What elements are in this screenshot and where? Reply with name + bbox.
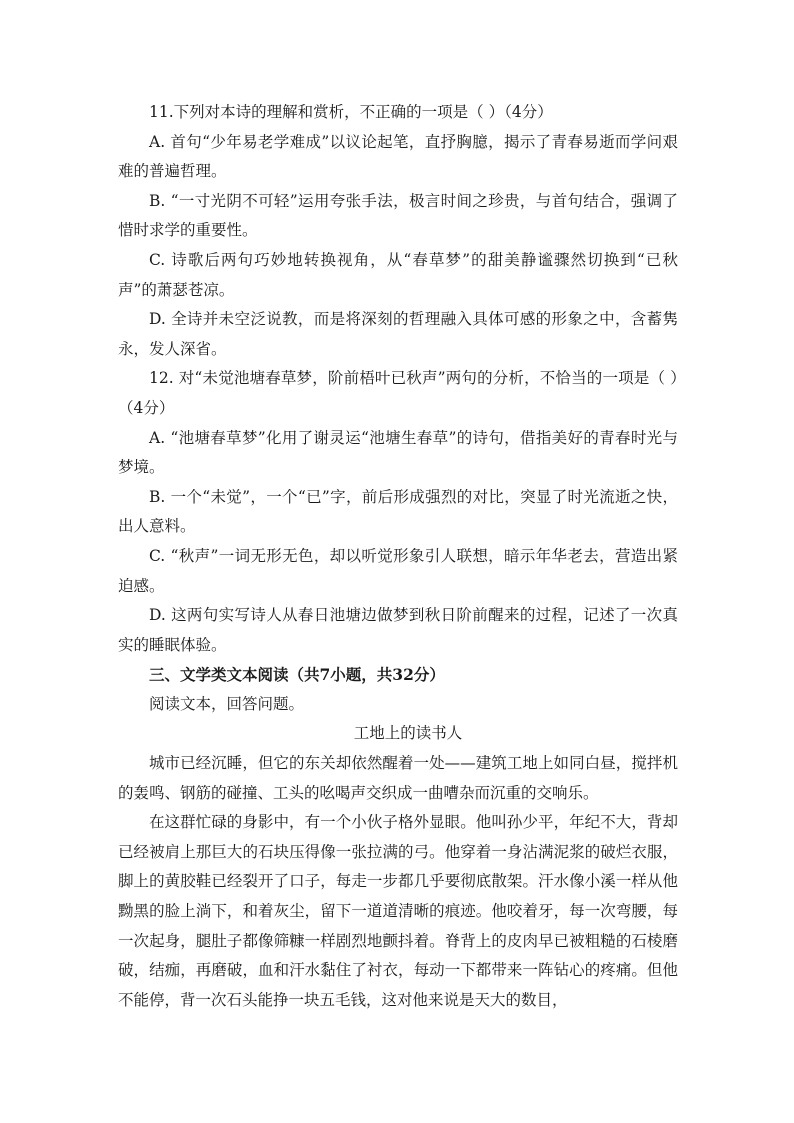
- question-12-option-d: D. 这两句实写诗人从春日池塘边做梦到秋日阶前醒来的过程，记述了一次真实的睡眠体验。: [118, 606, 678, 654]
- section-heading: 三、文学类文本阅读（共7小题，共32分）: [149, 665, 445, 685]
- story-title: 工地上的读书人: [353, 724, 463, 743]
- story-paragraph: 在这群忙碌的身影中，有一个小伙子格外显眼。他叫孙少平，年纪不大，背却已经被肩上那巨大的石块压得像一张拉满的弓。他穿着一身沾满泥浆的破烂衣服，脚上的黄胶鞋已经裂开了口子，每走一步都几乎要彻底散架。汗水像小溪一样从他黝黑的脸上淌下，和着灰尘，留下一道道清晰的痕迹。他咬着牙，每一次弯腰，每一次起身，腿肚子都像筛糠一样剧烈地颤抖着。脊背上的皮肉早已被粗糙的石棱磨破，结痂，再磨破，血和汗水黏住了衬衣，每动一下都带来一阵钻心的疼痛。但他不能停，背一次石头能挣一块五毛钱，这对他来说是天大的数目，: [118, 813, 678, 1009]
- story-paragraph: 城市已经沉睡，但它的东关却依然醒着一处——建筑工地上如同白昼，搅拌机的轰鸣、钢筋的碰撞、工头的吆喝声交织成一曲嘈杂而沉重的交响乐。: [118, 754, 678, 802]
- question-12-option-b: B. 一个“未觉”，一个“已”字，前后形成强烈的对比，突显了时光流逝之快，出人意料。: [118, 487, 678, 536]
- question-11-stem: 11.下列对本诗的理解和赏析，不正确的一项是（ ）（4分）: [149, 103, 553, 121]
- question-11-option-a: A. 首句“少年易老学难成”以议论起笔，直抒胸臆，揭示了青春易逝而学问艰难的普遍哲理。: [118, 132, 678, 181]
- question-12-option-c: C. “秋声”一词无形无色，却以听觉形象引人联想，暗示年华老去，营造出紧迫感。: [118, 546, 678, 595]
- question-12-option-a: A. “池塘春草梦”化用了谢灵运“池塘生春草”的诗句，借指美好的青春时光与梦境。: [118, 428, 678, 477]
- question-11-option-c: C. 诗歌后两句巧妙地转换视角，从“春草梦”的甜美静谧骤然切换到“已秋声”的萧瑟苍凉。: [118, 250, 678, 299]
- question-12-stem: 12. 对“未觉池塘春草梦，阶前梧叶已秋声”两句的分析，不恰当的一项是（ ）（4分）: [118, 369, 678, 417]
- reading-instruction: 阅读文本，回答问题。: [149, 694, 305, 713]
- question-11-option-b: B. “一寸光阴不可轻”运用夸张手法，极言时间之珍贵，与首句结合，强调了惜时求学的重要性。: [118, 191, 678, 240]
- question-11-option-d: D. 全诗并未空泛说教，而是将深刻的哲理融入具体可感的形象之中，含蓄隽永，发人深省。: [118, 310, 678, 358]
- document-page: [118, 98, 678, 1015]
